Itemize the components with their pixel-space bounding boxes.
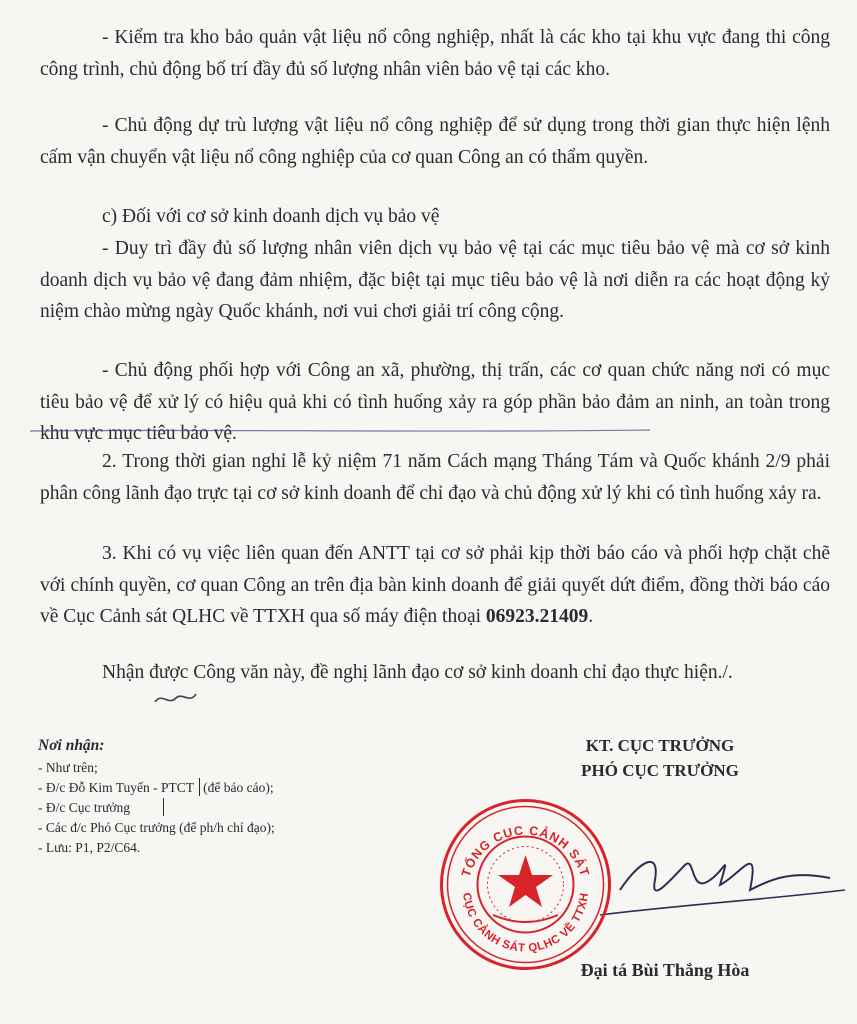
official-seal-icon [438,797,613,972]
strike-line [30,428,830,434]
seal-bottom-text: CỤC CẢNH SÁT QLHC VỀ TTXH [460,891,591,955]
paragraph-3: c) Đối với cơ sở kinh doanh dịch vụ bảo vệ [102,206,440,227]
paragraph-2: - Chủ động dự trù lượng vật liệu nổ công nghiệp để sử dụng trong thời gian thực hiện lệnh cấm vận chuyển vật liệu nổ công nghiệp của cơ quan Công an có thẩm quyền. [40,115,830,168]
recipient-note: (để báo cáo); [203,780,274,795]
recipient-line: - Đ/c Đỗ Kim Tuyến - PTCT (để báo cáo); [38,780,274,795]
signer-name: Đại tá Bùi Thắng Hòa [580,960,750,980]
recipient-line: - Lưu: P1, P2/C64. [38,840,141,855]
signature-title-line2: PHÓ CỤC TRƯỞNG [581,761,739,780]
recipient-line: - Các đ/c Phó Cục trưởng (để ph/h chỉ đạo); [38,820,275,835]
recipient-line: - Như trên; [38,760,98,775]
signature-title [525,733,795,783]
paragraph-7: 3. Khi có vụ việc liên quan đến ANTT tại cơ sở phải kịp thời báo cáo và phối hợp chặt chẽ với chính quyền, cơ quan Công an trên địa bàn kinh doanh để giải quyết dứt điểm, đồng thời báo cáo về Cục Cảnh sát QLHC về TTXH qua số máy điện thoại 06923.21409. [40,543,830,627]
seal-top-text: TỔNG CỤC CẢNH SÁT [458,823,593,879]
paragraph-5: - Chủ động phối hợp với Công an xã, phường, thị trấn, các cơ quan chức năng nơi có mục tiêu bảo vệ để xử lý có hiệu quả khi có tình huống xảy ra góp phần bảo đảm an ninh, an toàn trong khu vực mục tiêu bảo vệ. [40,360,830,444]
paragraph-8: Nhận được Công văn này, đề nghị lãnh đạo cơ sở kinh doanh chỉ đạo thực hiện./. [102,662,733,683]
paragraph-4: - Duy trì đầy đủ số lượng nhân viên dịch vụ bảo vệ tại các mục tiêu bảo vệ mà cơ sở kinh doanh dịch vụ bảo vệ đang đảm nhiệm, đặc biệt tại mục tiêu bảo vệ là nơi diễn ra các hoạt động kỷ niệm chào mừng ngày Quốc khánh, nơi vui chơi giải trí công cộng. [40,238,830,322]
recipients-block [38,736,458,858]
paragraph-1: - Kiểm tra kho bảo quản vật liệu nổ công nghiệp, nhất là các kho tại khu vực đang thi công công trình, chủ động bố trí đầy đủ số lượng nhân viên bảo vệ tại các kho. [40,27,830,80]
phone-number: 06923.21409 [485,606,589,627]
recipients-heading: Nơi nhận: [38,737,105,754]
paragraph-6: 2. Trong thời gian nghỉ lễ kỷ niệm 71 năm Cách mạng Tháng Tám và Quốc khánh 2/9 phải phân công lãnh đạo trực tại cơ sở kinh doanh để chỉ đạo và chủ động xử lý khi có tình huống xảy ra. [40,451,830,504]
handwritten-signature-icon [600,820,850,930]
handwritten-tick-icon [150,684,200,712]
recipient-line: - Đ/c Cục trưởng [38,798,458,818]
signature-title-line1: KT. CỤC TRƯỞNG [585,736,735,755]
